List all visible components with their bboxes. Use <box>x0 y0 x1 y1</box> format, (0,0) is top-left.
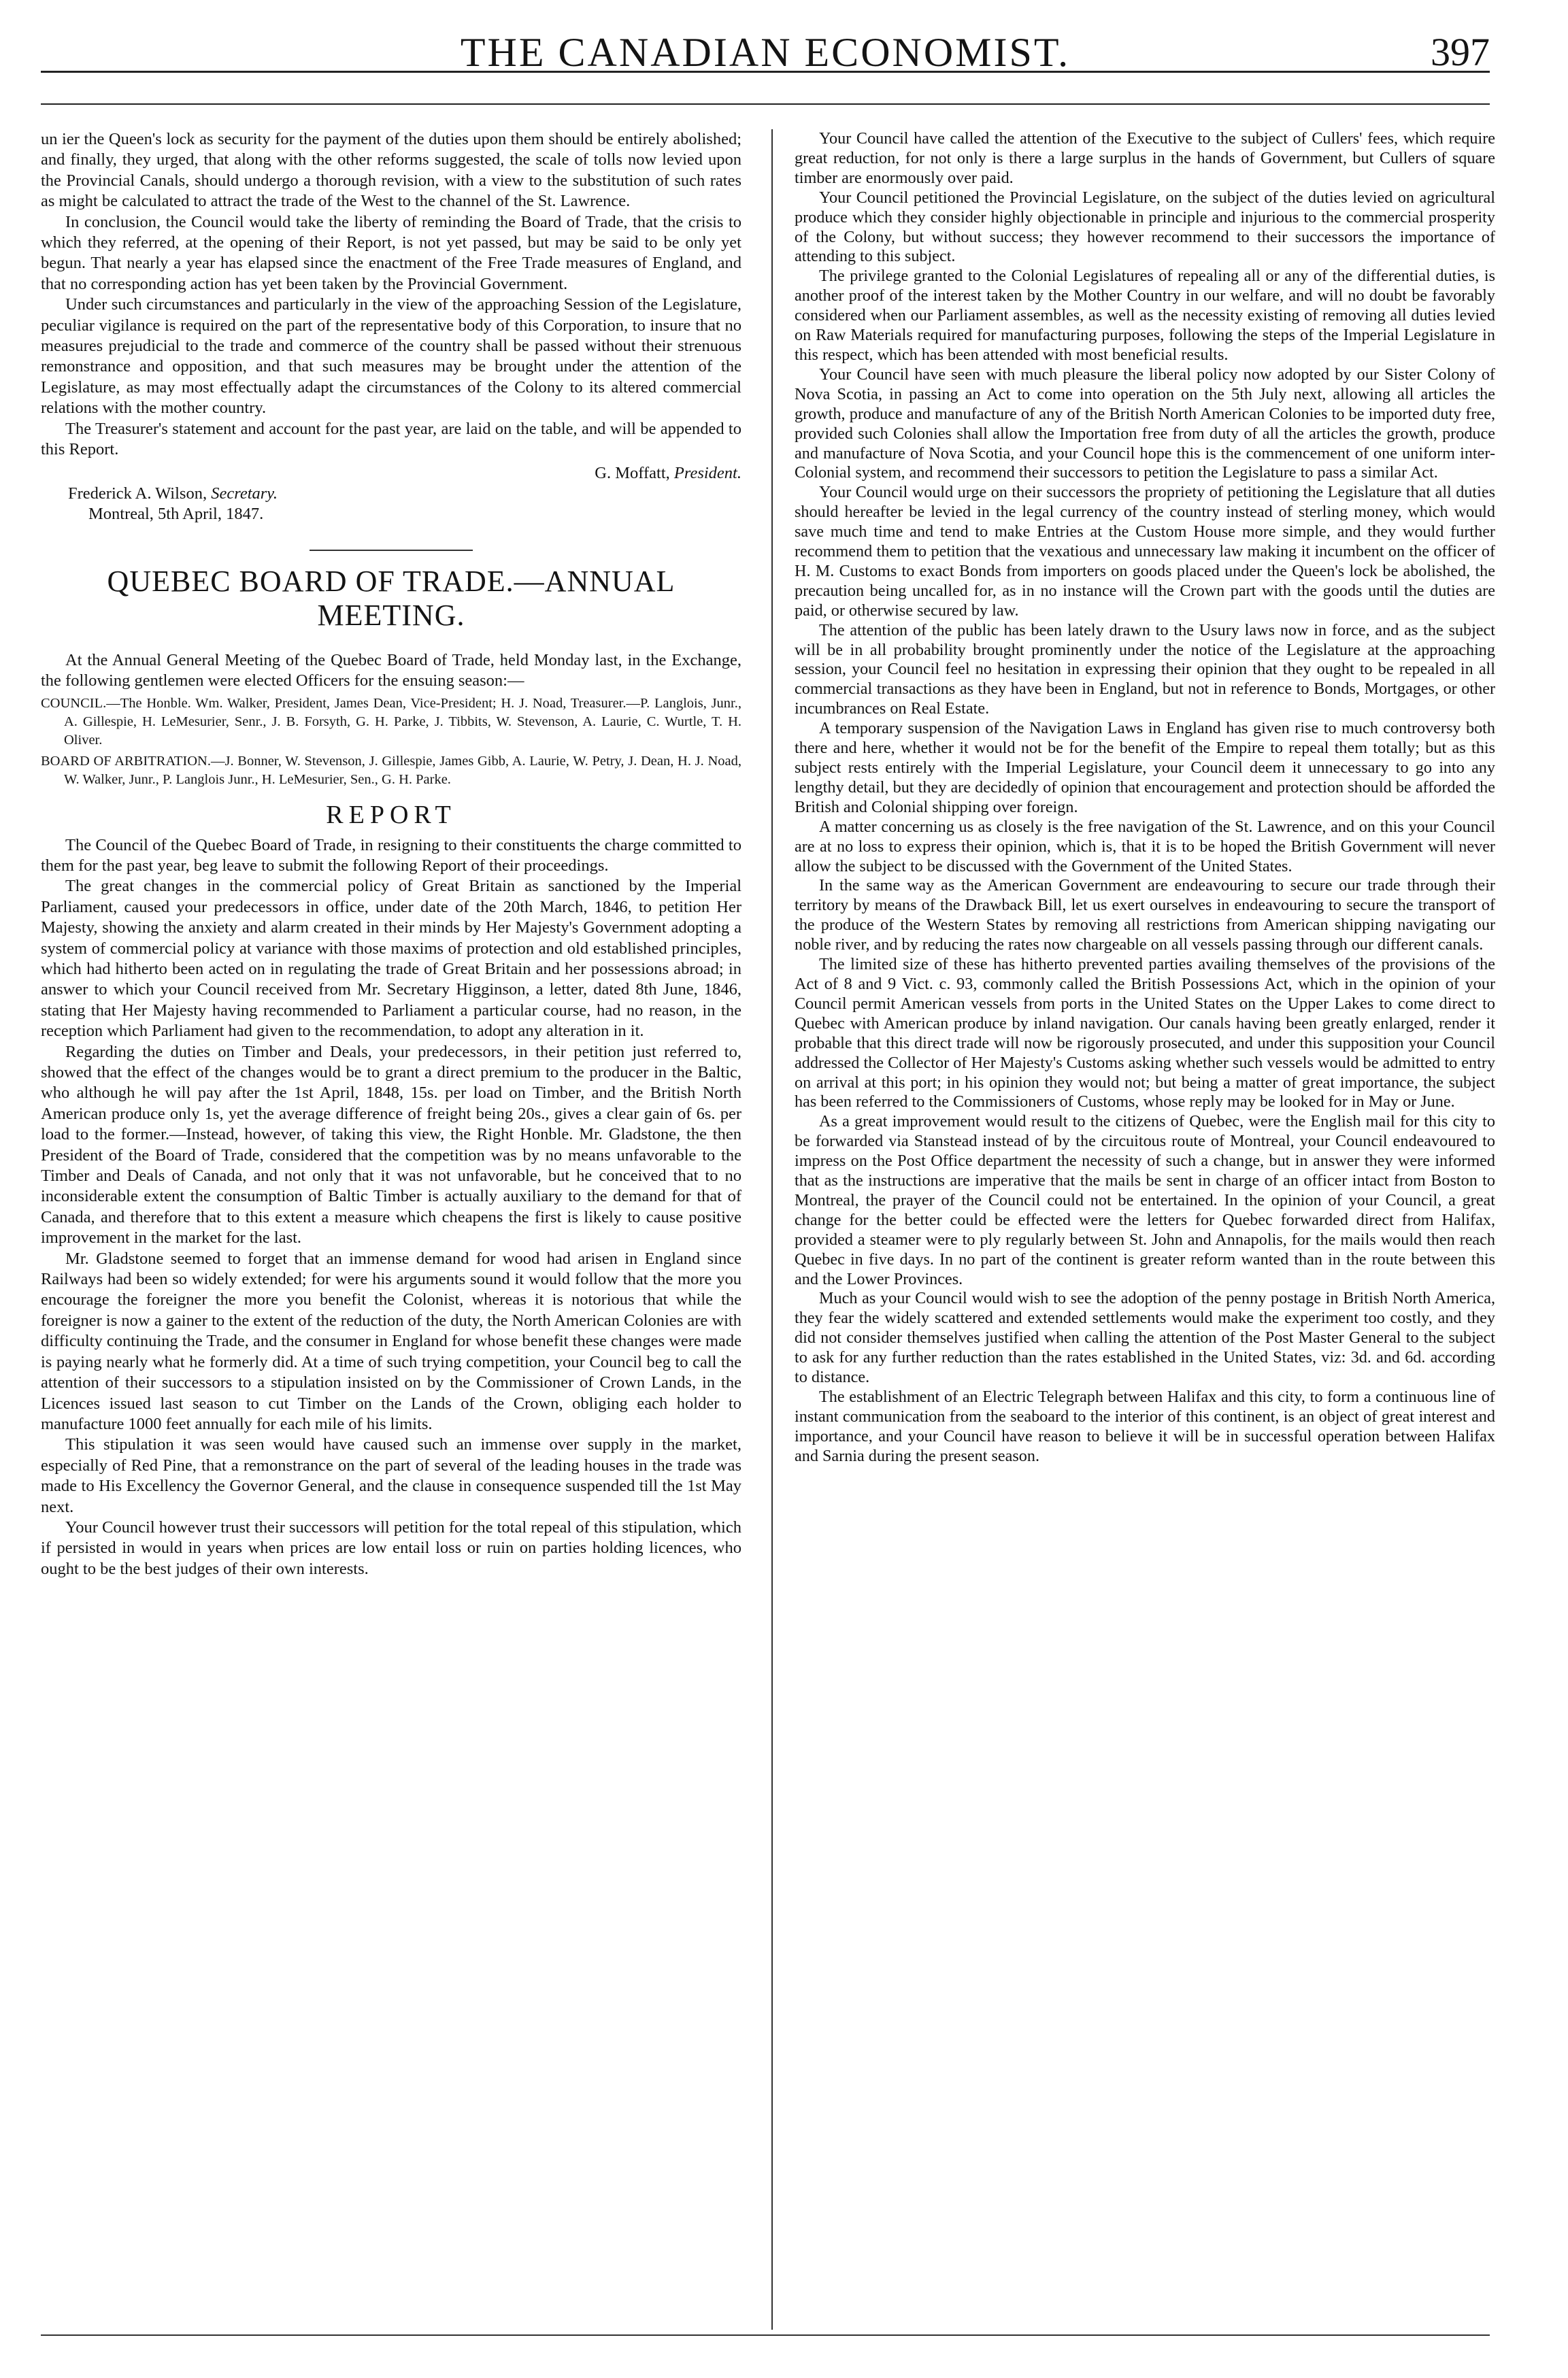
header-rule <box>41 71 1490 73</box>
paragraph: The establishment of an Electric Telegraph between Halifax and this city, to form a continuous line of instant communication from the seaboard to the interior of this continent, is an object of great interest and importance, and your Council have reason to believe it will be in successful operation between Halifax and Sarnia during the present season. <box>795 1388 1495 1465</box>
place-date: Montreal, 5th April, 1847. <box>88 505 264 524</box>
secretary-signature <box>68 484 741 504</box>
arbitration-list: BOARD OF ARBITRATION.—J. Bonner, W. Stevenson, J. Gillespie, James Gibb, A. Laurie, W. Petry, J. Dean, H. J. Noad, W. Walker, Junr., P. Langlois Junr., H. LeMesurier, Sen., G. H. Parke. <box>41 753 741 787</box>
header-rule-lower <box>41 103 1490 105</box>
masthead-title: THE CANADIAN ECONOMIST. <box>460 30 1071 75</box>
paragraph: The Treasurer's statement and account for the past year, are laid on the table, and will be appended to this Report. <box>41 419 741 459</box>
signature-title: President. <box>673 463 741 482</box>
paragraph: The attention of the public has been lately drawn to the Usury laws now in force, and as the subject will be in all probability brought prominently under the notice of the Legislature at the approaching session, your Council feel no hesitation in expressing their opinion that they ought to be repealed in all commercial transactions as they have been in England, but not in reference to Bonds, Mortgages, or other incumbrances on Real Estate. <box>795 620 1495 718</box>
president-signature <box>41 463 741 484</box>
paragraph: The privilege granted to the Colonial Legislatures of repealing all or any of the differential duties, is another proof of the interest taken by the Mother Country in our welfare, and will no doubt be favorably considered when our Parliament assembles, as well as the necessity existing of removing all duties levied on Raw Materials required for manufacturing purposes, following the steps of the Imperial Legislature in this respect, which has been attended with most beneficial results. <box>795 267 1495 364</box>
paragraph: The great changes in the commercial policy of Great Britain as sanctioned by the Imperial Parliament, caused your predecessors in office, under date of the 20th March, 1846, to petition Her Majesty, showing the anxiety and alarm created in their minds by Her Majesty's Government adopting a system of commercial policy at variance with those maxims of protection and old established principles, which had hitherto been acted on in regulating the trade of Great Britain and her possessions abroad; in answer to which your Council received from Mr. Secretary Higginson, a letter, dated 8th June, 1846, stating that Her Majesty having recommended to Parliament a particular course, had no reason, in the reception which Parliament had given to the recommendation, to adopt any alteration in it. <box>41 877 741 1041</box>
paragraph: Much as your Council would wish to see the adoption of the penny postage in British North America, they fear the widely scattered and extended settlements would make the experiment too costly, and they did not consider themselves justified when calling the attention of the Post Master General to the subject to ask for any further reduction than the rates established in the United States, viz: 3d. and 6d. according to distance. <box>795 1289 1495 1387</box>
paragraph: At the Annual General Meeting of the Quebec Board of Trade, held Monday last, in the Exchange, the following gentlemen were elected Officers for the ensuing season:— <box>41 650 741 690</box>
paragraph: A matter concerning us as closely is the free navigation of the St. Lawrence, and on this your Council are at no loss to express their opinion, which is, that it is to be hoped the British Government will never allow the subject to be discussed with the Government of the United States. <box>795 817 1495 875</box>
paragraph: In the same way as the American Government are endeavouring to secure our trade through their territory by means of the Drawback Bill, let us exert ourselves in endeavouring to secure the transport of the produce of the Western States by removing all restrictions from American shipping navigating our noble river, and by reducing the rates now chargeable on all vessels passing through our different canals. <box>795 876 1495 954</box>
paragraph: The Council of the Quebec Board of Trade, in resigning to their constituents the charge committed to them for the past year, beg leave to submit the following Report of their proceedings. <box>41 835 741 875</box>
left-column <box>41 129 741 1579</box>
paragraph: The limited size of these has hitherto prevented parties availing themselves of the provisions of the Act of 8 and 9 Vict. c. 93, commonly called the British Possessions Act, which in the opinion of your Council permit American vessels from ports in the United States on the Upper Lakes to come direct to Quebec with American produce by inland navigation. Our canals having been greatly enlarged, render it probable that this direct trade will now be rigorously prosecuted, and under this supposition your Council addressed the Collector of Her Majesty's Customs asking whether such vessels would be admitted to entry on arrival at this port; in his opinion they would not; but being a matter of great importance, the subject has been referred to the Commissioners of Customs, whose reply may be looked for in May or June. <box>795 955 1495 1111</box>
secretary-name: Frederick A. Wilson, <box>68 484 207 503</box>
paragraph: Your Council have called the attention of the Executive to the subject of Cullers' fees, which require great reduction, for not only is there a large surplus in the hands of Government, but Cullers of square timber are enormously over paid. <box>795 129 1495 187</box>
section-heading: QUEBEC BOARD OF TRADE.—ANNUAL MEETING. <box>41 550 741 633</box>
paragraph: This stipulation it was seen would have caused such an immense over supply in the market, especially of Red Pine, that a remonstrance on the part of several of the leading houses in the trade was made to His Excellency the Governor General, and the clause in consequence suspended till the 1st May next. <box>41 1435 741 1516</box>
signature-name: G. Moffatt, <box>595 463 670 482</box>
paragraph: Your Council have seen with much pleasure the liberal policy now adopted by our Sister Colony of Nova Scotia, in passing an Act to come into operation on the 5th July next, allowing all articles the growth, produce and manufacture of any of the British North American Colonies to be imported duty free, provided such Colonies shall allow the Importation free from duty of all the articles the growth, produce and manufacture of Nova Scotia, and your Council hope this is the commencement of one uniform inter-Colonial system, and recommend their successors to petition the Legislature to pass a similar Act. <box>795 365 1495 482</box>
paragraph: Your Council however trust their successors will petition for the total repeal of this stipulation, which if persisted in would in years when prices are low entail loss or ruin on parties holding licences, who ought to be the best judges of their own interests. <box>41 1518 741 1578</box>
newspaper-page <box>41 27 1527 2354</box>
paragraph: As a great improvement would result to the citizens of Quebec, were the English mail for this city to be forwarded via Stanstead instead of by the circuitous route of Montreal, your Council endeavoured to impress on the Post Office department the necessity of such a change, but in answer they were informed that as the instructions are imperative that the mails be sent in charge of an officer intact from Boston to Montreal, the prayer of the Council could not be entertained. In the opinion of your Council, a great change for the better could be effected were the letters for Quebec forwarded direct from Halifax, provided a steamer were to ply regularly between St. John and Annapolis, for the mails would then reach Quebec in five days. In no part of the continent is greater reform wanted than in the route between this and the Lower Provinces. <box>795 1112 1495 1288</box>
column-divider <box>771 129 773 2330</box>
paragraph: Under such circumstances and particularly in the view of the approaching Session of the Legislature, peculiar vigilance is required on the part of the representative body of this Corporation, to insure that no measures prejudicial to the trade and commerce of the country shall be passed without their strenuous remonstrance and opposition, and that such measures may be brought under the attention of the Legislature, as may most effectually adapt the circumstances of the Colony to its altered commercial relations with the mother country. <box>41 295 741 418</box>
footer-rule <box>41 2334 1490 2336</box>
paragraph: Your Council would urge on their successors the propriety of petitioning the Legislature that all duties should hereafter be levied in the legal currency of the country instead of sterling money, which would save much time and tend to make Entries at the Custom House more simple, and they would further recommend them to petition that the vexatious and unnecessary law making it incumbent on the officer of H. M. Customs to exact Bonds from importers on goods placed under the Queen's lock be abolished, the precaution being uncalled for, as in no instance will the Crown part with the goods until the duties are paid, or otherwise secured by law. <box>795 483 1495 620</box>
secretary-title: Secretary. <box>211 484 278 503</box>
paragraph: Mr. Gladstone seemed to forget that an immense demand for wood had arisen in England since Railways had been so widely extended; for were his arguments sound it would follow that the more you encourage the foreigner the more you benefit the Colonist, whereas it is notorious that while the foreigner is now a gainer to the extent of the reduction of the duty, the North American Colonies are with difficulty continuing the Trade, and the consumer in England for whose benefit these changes were made is paying nearly what he formerly did. At a time of such trying competition, your Council beg to call the attention of their successors to a stipulation insisted on by the Commissioner of Crown Lands, in the Licences issued last season to cut Timber on the Lands of the Crown, obliging each holder to manufacture 1000 feet annually for each mile of his limits. <box>41 1249 741 1433</box>
page-number: 397 <box>1431 30 1490 74</box>
paragraph: Regarding the duties on Timber and Deals, your predecessors, in their petition just referred to, showed that the effect of the changes would be to grant a direct premium to the producer in the Baltic, who although he will pay after the 1st April, 1848, 15s. per load on Timber, and the British North American produce only 1s, yet the average difference of freight being 20s., gives a clear gain of 6s. per load to the former.—Instead, however, of taking this view, the Right Honble. Mr. Gladstone, the then President of the Board of Trade, considered that the competition was by no means unfavorable to the Timber and Deals of Canada, and not only that it was not unfavorable, but he conceived that to no inconsiderable extent the consumption of Baltic Timber is actually auxiliary to the demand for that of Canada, and therefore that to this extent a measure which cheapens the first is likely to cause positive improvement in the market for the last. <box>41 1042 741 1247</box>
page-header <box>41 27 1490 107</box>
paragraph: A temporary suspension of the Navigation Laws in England has given rise to much controversy both there and here, whether it would not be for the benefit of the Empire to repeal them totally; but as this subject rests entirely with the Imperial Legislature, your Council deem it unnecessary to go into any lengthy detail, but they are decidedly of opinion that encouragement and protection should be afforded the British and Colonial shipping over foreign. <box>795 719 1495 816</box>
paragraph: un ier the Queen's lock as security for the payment of the duties upon them should be entirely abolished; and finally, they urged, that along with the other reforms suggested, the scale of tolls now levied upon the Provincial Canals, should undergo a thorough revision, with a view to the substitution of such rates as might be calculated to attract the trade of the West to the channel of the St. Lawrence. <box>41 130 741 211</box>
paragraph: In conclusion, the Council would take the liberty of reminding the Board of Trade, that the crisis to which they referred, at the opening of their Report, is not yet passed, but may be said to be only yet begun. That nearly a year has elapsed since the enactment of the Free Trade measures of England, and that no corresponding action has yet been taken by the Provincial Government. <box>41 212 741 293</box>
report-heading: REPORT <box>326 800 456 829</box>
right-column <box>795 129 1495 1467</box>
paragraph: Your Council petitioned the Provincial Legislature, on the subject of the duties levied on agricultural produce which they consider highly objectionable in principle and injurious to the commercial prosperity of the Colony, but without success; they however recommend to their successors the importance of attending to this subject. <box>795 188 1495 266</box>
council-list: COUNCIL.—The Honble. Wm. Walker, President, James Dean, Vice-President; H. J. Noad, Treasurer.—P. Langlois, Junr., A. Gillespie, H. LeMesurier, Senr., J. B. Forsyth, G. H. Parke, J. Tibbits, W. Stevenson, A. Laurie, C. Wurtle, T. H. Oliver. <box>41 695 741 748</box>
